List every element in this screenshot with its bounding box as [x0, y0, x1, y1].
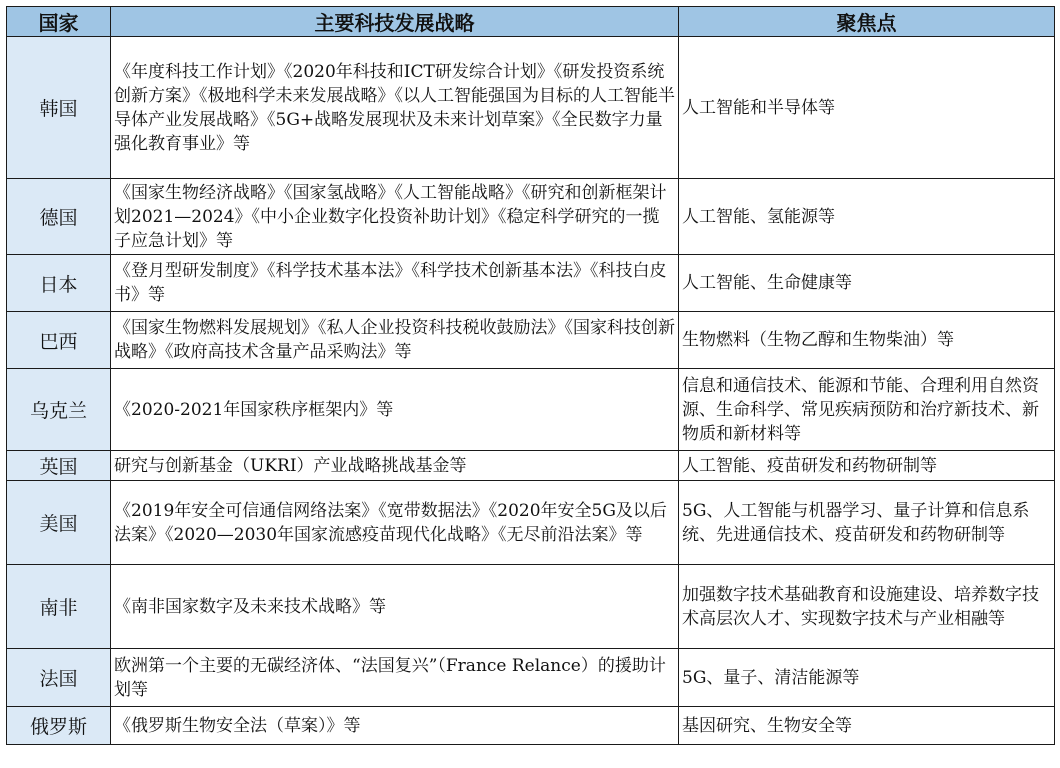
country-cell: 韩国 [7, 37, 111, 179]
strategy-cell: 《2019年安全可信通信网络法案》《宽带数据法》《2020年安全5G及以后法案》《2020—2030年国家流感疫苗现代化战略》《无尽前沿法案》等 [111, 481, 679, 565]
country-cell: 法国 [7, 649, 111, 707]
table-row [7, 649, 1055, 707]
strategy-cell: 欧洲第一个主要的无碳经济体、“法国复兴”（France Relance）的援助计划等 [111, 649, 679, 707]
header-strategy: 主要科技发展战略 [111, 7, 679, 37]
focus-cell: 人工智能、生命健康等 [679, 255, 1055, 312]
country-cell: 英国 [7, 451, 111, 481]
table-body [7, 37, 1055, 745]
strategy-cell: 研究与创新基金（UKRI）产业战略挑战基金等 [111, 451, 679, 481]
focus-cell: 人工智能、氢能源等 [679, 179, 1055, 255]
strategy-cell: 《俄罗斯生物安全法（草案）》等 [111, 707, 679, 745]
table-header [7, 7, 1055, 37]
strategy-cell: 《国家生物经济战略》《国家氢战略》《人工智能战略》《研究和创新框架计划2021—2024》《中小企业数字化投资补助计划》《稳定科学研究的一揽子应急计划》等 [111, 179, 679, 255]
strategy-cell: 《登月型研发制度》《科学技术基本法》《科学技术创新基本法》《科技白皮书》等 [111, 255, 679, 312]
focus-cell: 5G、量子、清洁能源等 [679, 649, 1055, 707]
table-row [7, 37, 1055, 179]
focus-cell: 信息和通信技术、能源和节能、合理利用自然资源、生命科学、常见疾病预防和治疗新技术、新物质和新材料等 [679, 369, 1055, 451]
country-cell: 乌克兰 [7, 369, 111, 451]
strategy-table [6, 6, 1055, 745]
strategy-table-container [6, 6, 1054, 745]
focus-cell: 人工智能、疫苗研发和药物研制等 [679, 451, 1055, 481]
focus-cell: 基因研究、生物安全等 [679, 707, 1055, 745]
table-row [7, 481, 1055, 565]
country-cell: 美国 [7, 481, 111, 565]
table-row [7, 451, 1055, 481]
header-focus: 聚焦点 [679, 7, 1055, 37]
table-row [7, 179, 1055, 255]
focus-cell: 5G、人工智能与机器学习、量子计算和信息系统、先进通信技术、疫苗研发和药物研制等 [679, 481, 1055, 565]
header-country: 国家 [7, 7, 111, 37]
country-cell: 南非 [7, 565, 111, 649]
country-cell: 日本 [7, 255, 111, 312]
strategy-cell: 《2020-2021年国家秩序框架内》等 [111, 369, 679, 451]
table-row [7, 369, 1055, 451]
header-row [7, 7, 1055, 37]
country-cell: 俄罗斯 [7, 707, 111, 745]
strategy-cell: 《国家生物燃料发展规划》《私人企业投资科技税收鼓励法》《国家科技创新战略》《政府高技术含量产品采购法》等 [111, 312, 679, 369]
strategy-cell: 《南非国家数字及未来技术战略》等 [111, 565, 679, 649]
table-row [7, 707, 1055, 745]
strategy-cell: 《年度科技工作计划》《2020年科技和ICT研发综合计划》《研发投资系统创新方案》《极地科学未来发展战略》《以人工智能强国为目标的人工智能半导体产业发展战略》《5G+战略发展现状及未来计划草案》《全民数字力量强化教育事业》等 [111, 37, 679, 179]
country-cell: 德国 [7, 179, 111, 255]
table-row [7, 255, 1055, 312]
table-row [7, 312, 1055, 369]
focus-cell: 人工智能和半导体等 [679, 37, 1055, 179]
table-row [7, 565, 1055, 649]
focus-cell: 生物燃料（生物乙醇和生物柴油）等 [679, 312, 1055, 369]
country-cell: 巴西 [7, 312, 111, 369]
focus-cell: 加强数字技术基础教育和设施建设、培养数字技术高层次人才、实现数字技术与产业相融等 [679, 565, 1055, 649]
